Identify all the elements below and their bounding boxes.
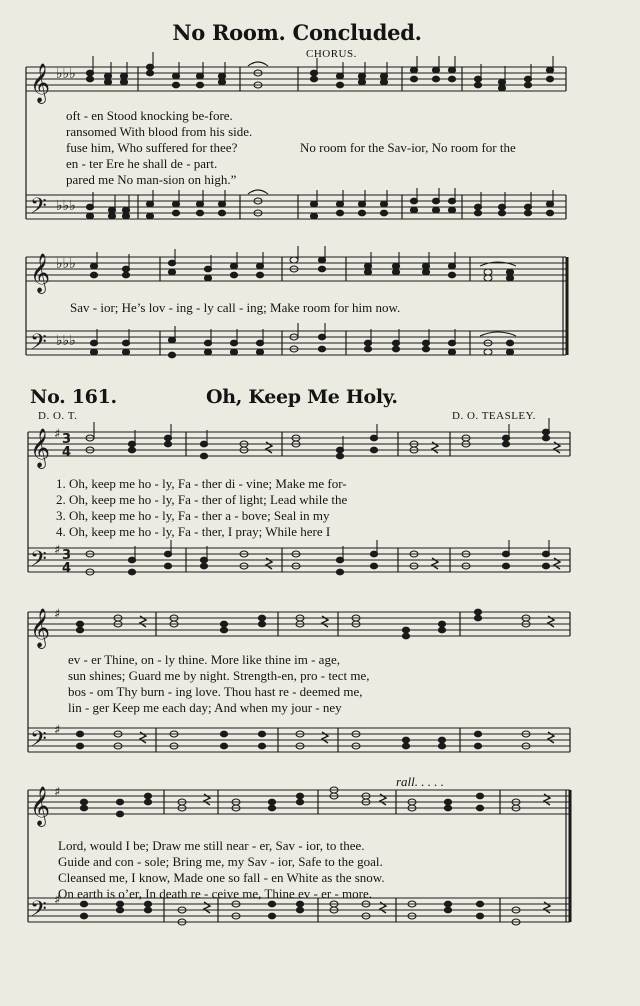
bass-staff-1: [26, 195, 566, 219]
time-signature-icon: 3: [62, 548, 72, 563]
hymn-number: No. 161.: [30, 386, 117, 408]
chorus-label: CHORUS.: [306, 48, 357, 60]
verse-ending-line: pared me No man-sion on high.”: [66, 172, 237, 187]
treble-staff-2: [26, 257, 566, 281]
treble-clef-icon: 𝄞: [30, 253, 51, 293]
verse-1-line: ev - er Thine, on - ly thine. More like thine im - age,: [68, 652, 340, 667]
key-signature-icon: ♭♭♭: [56, 66, 76, 82]
bass-clef-icon: 𝄢: [30, 547, 47, 577]
music-system-1: [0, 0, 640, 380]
sharp-icon: ♯: [54, 543, 61, 558]
verse-ending-line: en - ter Ere he shall de - part.: [66, 156, 218, 171]
verse-ending-line: ransomed With blood from his side.: [66, 124, 253, 139]
verse-1-line: 1. Oh, keep me ho - ly, Fa - ther di - vine; Make me for-: [56, 476, 347, 491]
lyrics-block-2: [68, 652, 369, 716]
verse-2-line: Guide and con - sole; Bring me, my Sav - ior, Safe to the goal.: [58, 854, 383, 869]
treble-clef-icon: 𝄞: [30, 608, 51, 648]
bass-clef-icon: 𝄢: [30, 330, 47, 360]
key-signature-icon: ♭♭♭: [56, 256, 76, 272]
lyrics-block-1: [56, 476, 347, 540]
time-signature-icon: 4: [62, 561, 72, 576]
verse-ending-line: oft - en Stood knocking be-fore.: [66, 108, 233, 123]
time-signature-icon: 4: [62, 445, 72, 460]
chorus-lyric-line-2: Sav - ior; He’s lov - ing - ly call - ing; Make room for him now.: [70, 300, 401, 315]
sharp-icon: ♯: [54, 785, 61, 800]
verse-2-line: 2. Oh, keep me ho - ly, Fa - ther of light; Lead while the: [56, 492, 348, 507]
time-signature-icon: 3: [62, 432, 72, 447]
sharp-icon: ♯: [54, 893, 61, 908]
verse-ending-lines: [66, 108, 252, 188]
verse-ending-line: fuse him, Who suffered for thee?: [66, 140, 238, 155]
sharp-icon: ♯: [54, 723, 61, 738]
verse-3-line: Cleansed me, I know, Made one so fall - en White as the snow.: [58, 870, 385, 885]
verse-4-line: lin - ger Keep me each day; And when my jour - ney: [68, 700, 342, 715]
treble-clef-icon: 𝄞: [30, 63, 51, 103]
sharp-icon: ♯: [54, 607, 61, 622]
sharp-icon: ♯: [54, 427, 61, 442]
words-credit: D. O. T.: [38, 410, 78, 422]
music-credit: D. O. TEASLEY.: [452, 410, 536, 422]
verse-3-line: bos - om Thy burn - ing love. Thou hast re - deemed me,: [68, 684, 363, 699]
verse-2-line: sun shines; Guard me by night. Strength-en, pro - tect me,: [68, 668, 370, 683]
verse-1-line: Lord, would I be; Draw me still near - er, Sav - ior, to thee.: [58, 838, 365, 853]
chorus-lyric-line-1: No room for the Sav-ior, No room for the: [300, 140, 516, 155]
treble-clef-icon: 𝄞: [30, 428, 51, 468]
bass-clef-icon: 𝄢: [30, 897, 47, 927]
treble-clef-icon: 𝄞: [30, 786, 51, 826]
verse-3-line: 3. Oh, keep me ho - ly, Fa - ther a - bove; Seal in my: [56, 508, 330, 523]
tempo-mark: rall. . . . .: [396, 774, 445, 789]
verse-4-line: 4. Oh, keep me ho - ly, Fa - ther, I pray; While here I: [56, 524, 331, 539]
bass-clef-icon: 𝄢: [30, 194, 47, 224]
key-signature-icon: ♭♭♭: [56, 198, 76, 214]
previous-hymn-title: No Room. Concluded.: [172, 20, 422, 45]
lyrics-block-3: [58, 838, 385, 902]
hymn-title: Oh, Keep Me Holy.: [206, 386, 398, 408]
verse-4-line: On earth is o’er, In death re - ceive me, Thine ev - er - more.: [58, 886, 372, 901]
key-signature-icon: ♭♭♭: [56, 333, 76, 349]
bass-clef-icon: 𝄢: [30, 727, 47, 757]
